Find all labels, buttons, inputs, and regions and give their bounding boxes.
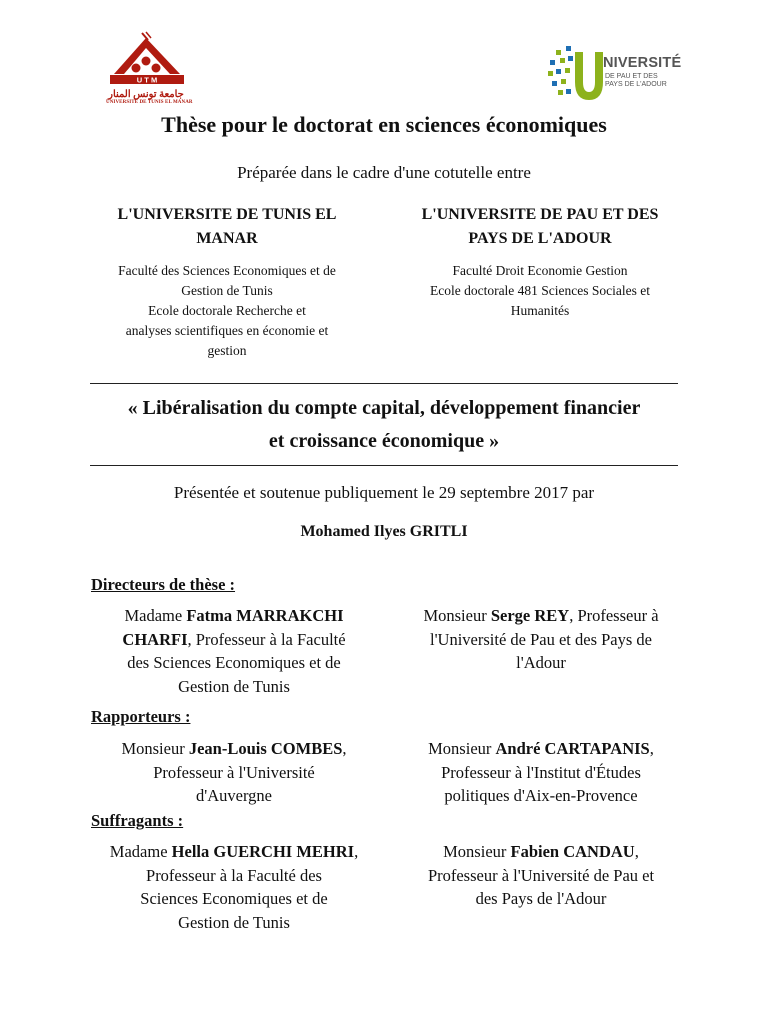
director-role: l'Université de Pau et des Pays de [429,629,652,649]
university-pau-detail: Ecole doctorale 481 Sciences Sociales et [429,283,651,298]
rapporteur-combes [84,737,384,808]
university-pau [402,203,678,321]
suffragant-title: Monsieur [443,842,511,861]
director-role: des Sciences Economiques et de [127,653,341,672]
director-marrakchi [84,604,384,698]
university-tunis-detail: Faculté des Sciences Economiques et de [118,263,336,278]
punctuation: , [649,739,654,758]
divider-bottom [90,465,678,466]
suffragant-role: des Pays de l'Adour [475,889,607,908]
punctuation: , [342,739,347,758]
rapporteur-cartapanis [398,737,684,808]
university-tunis-detail: Gestion de Tunis [181,283,273,298]
rapporteur-role: d'Auvergne [196,786,272,805]
director-role: l'Adour [516,653,566,672]
suffragant-guerchi [84,840,384,934]
university-tunis-detail: gestion [207,343,247,358]
university-tunis-detail: analyses scientifiques en économie et [125,323,329,338]
rapporteur-title: Monsieur [428,739,496,758]
punctuation: , [354,842,359,861]
university-pau-name-line1: L'UNIVERSITE DE PAU ET DES [421,206,659,223]
suffragant-role: Professeur à l'Université de Pau et [427,865,655,885]
director-role: Gestion de Tunis [178,676,290,696]
director-role: , Professeur à la Faculté [187,629,346,649]
page-title: Thèse pour le doctorat en sciences économiques [161,112,607,137]
suffragant-role: Sciences Economiques et de [140,889,328,908]
university-pau-detail: Faculté Droit Economie Gestion [452,263,628,278]
utm-letters: U T M [136,75,158,85]
rapporteur-role: politiques d'Aix-en-Provence [444,786,638,805]
presentation-line: Présentée et soutenue publiquement le 29 septembre 2017 par [173,483,595,502]
rapporteur-role: Professeur à l'Université [153,762,315,782]
rapporteur-role: Professeur à l'Institut d'Études [441,762,641,782]
utm-arabic-name: جامعة تونس المنار [108,89,184,100]
suffragants-heading: Suffragants : [91,811,184,830]
utm-latin-name: UNIVERSITÉ DE TUNIS EL MANAR [106,100,193,105]
university-pau-name-line2: PAYS DE L'ADOUR [468,230,612,247]
rapporteur-title: Monsieur [121,739,189,758]
directors-heading: Directeurs de thèse : [91,575,236,594]
uppa-name: NIVERSITÉ [603,55,682,71]
utm-emblem-icon [106,30,186,88]
utm-logo [106,30,193,108]
uppa-line2: PAYS DE L'ADOUR [605,81,667,88]
suffragant-candau [398,840,684,911]
director-title: Monsieur [423,606,491,625]
director-title: Madame [124,606,187,625]
director-name: Serge REY [490,606,570,625]
rapporteur-name: André CARTAPANIS [495,739,650,758]
punctuation: , [634,842,639,861]
university-tunis-name-line2: MANAR [196,230,258,247]
university-pau-detail: Humanités [510,303,570,318]
university-tunis [84,203,370,361]
director-name: CHARFI [122,629,188,649]
suffragant-role: Professeur à la Faculté des [146,865,322,885]
subtitle: Préparée dans le cadre d'une cotutelle entre [237,163,531,182]
university-tunis-detail: Ecole doctorale Recherche et [148,303,306,318]
suffragant-title: Madame [109,842,172,861]
uppa-emblem-icon [546,44,606,106]
suffragant-name: Fabien CANDAU [510,842,635,861]
author-name: Mohamed Ilyes GRITLI [300,523,468,540]
rapporteur-name: Jean-Louis COMBES [188,739,343,758]
suffragant-name: Hella GUERCHI MEHRI [171,842,355,861]
thesis-title [90,392,678,458]
director-name: Fatma MARRAKCHI [186,606,344,625]
rapporteurs-heading: Rapporteurs : [91,707,191,726]
university-tunis-name-line1: L'UNIVERSITE DE TUNIS EL [117,206,337,223]
divider-top [90,383,678,384]
director-role: , Professeur à [569,606,659,625]
uppa-logo [546,44,682,106]
thesis-title-line2: et croissance économique » [268,430,500,452]
suffragant-role: Gestion de Tunis [178,912,290,932]
thesis-title-line1: « Libéralisation du compte capital, développement financier [127,397,641,419]
uppa-line1: DE PAU ET DES [605,73,658,80]
director-rey [398,604,684,675]
